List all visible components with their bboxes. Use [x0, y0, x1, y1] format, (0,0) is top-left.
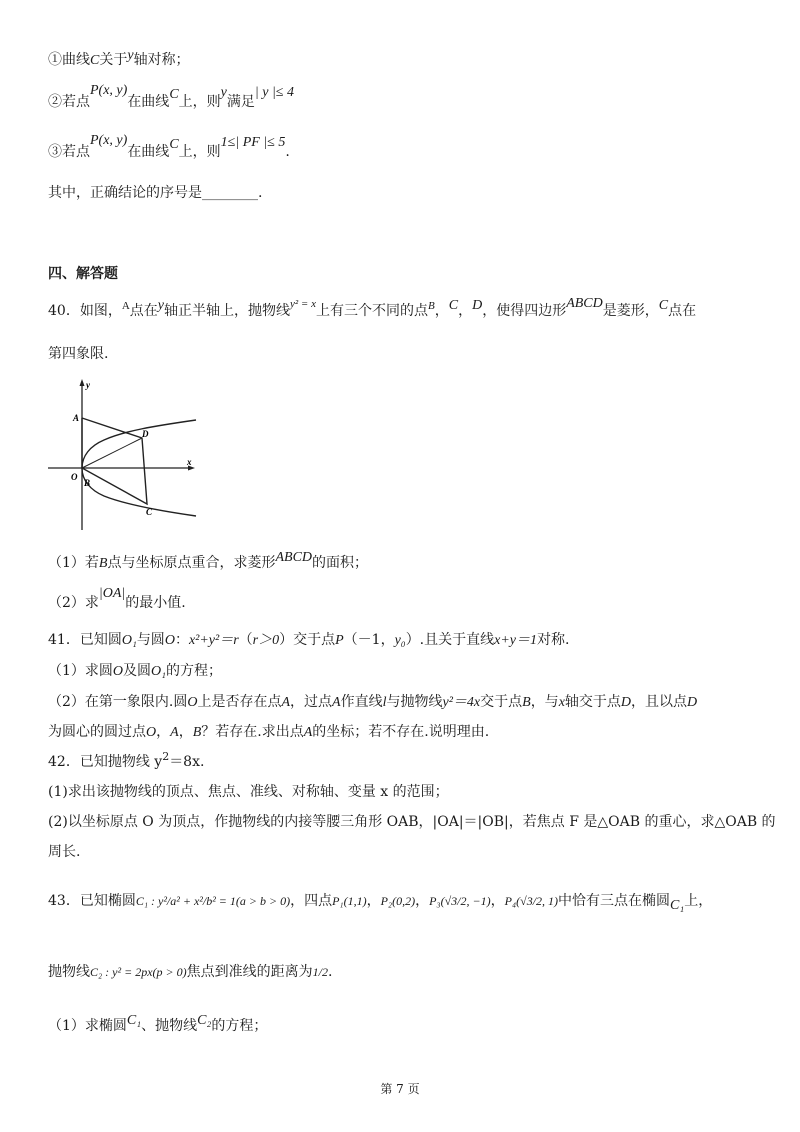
label-O: O [71, 472, 78, 482]
q43-part1: （1）求椭圆C₁、抛物线C₂的方程； [48, 1013, 268, 1034]
label-B: B [84, 478, 91, 488]
q40-stem-cont: 第四象限. [48, 346, 109, 362]
label-A: A [73, 413, 80, 423]
q40-figure [44, 376, 204, 536]
parabola-lower [82, 468, 196, 516]
q42-stem: 42．已知抛物线 $y^2=8x$. [48, 750, 205, 770]
y-axis-arrow [80, 379, 85, 386]
conclusion-prompt: 其中，正确结论的序号是________. [48, 185, 263, 201]
label-C: C [146, 507, 153, 517]
statement-1: ①曲线C关于y轴对称； [48, 48, 190, 68]
statement-2: ②若点P(x, y)在曲线C上，则y满足| y |≤ 4 [48, 83, 294, 110]
q42-part2: (2)以坐标原点 O 为顶点，作抛物线的内接等腰三角形 OAB，|OA|＝|OB|，若焦点 F 是△OAB 的重心，求△OAB 的 [48, 814, 776, 830]
q40-stem: 40．如图，$^A$点在y轴正半轴上，抛物线$^{y^2 = x}$上有三个不同的点$^B$，C，D，使得四边形ABCD是菱形，C点在 [48, 296, 697, 319]
parabola-upper [82, 420, 196, 468]
diagonal-bd [82, 438, 142, 468]
q43-stem: 43．已知椭圆C₁ : y²/a² + x²/b² = 1(a > b > 0)，四点P₁(1,1)，P₂(0,2)，P₃(√3/2, −1)，P₄(√3/2, 1)中恰有三点在椭圆C₁上， [48, 893, 713, 913]
q43-stem-cont: 抛物线C₂ : y² = 2px(p > 0)焦点到准线的距离为1/2. [48, 964, 333, 980]
q41-stem: 41．已知圆O₁与圆O：x²+y²＝r（r＞0）交于点P（－1，y₀）.且关于直线x+y＝1对称. [48, 632, 570, 648]
q42-part1: (1)求出该抛物线的顶点、焦点、准线、对称轴、变量 x 的范围； [48, 784, 449, 800]
page-number: 第 7 页 [380, 1082, 420, 1096]
q40-part2: （2）求|OA|的最小值. [48, 586, 186, 611]
section-heading: 四、解答题 [48, 266, 118, 282]
q41-part2-cont: 为圆心的圆过点O，A，B？若存在.求出点A的坐标；若不存在.说明理由. [48, 724, 490, 740]
label-D: D [142, 429, 149, 439]
label-y: y [86, 380, 90, 390]
q40-part1: （1）若B点与坐标原点重合，求菱形ABCD的面积； [48, 550, 369, 571]
q41-part2: （2）在第一象限内.圆O上是否存在点A，过点A作直线l与抛物线y²＝4x交于点B，与x轴交于点D，且以点D [48, 694, 698, 710]
rhombus [82, 418, 147, 504]
statement-3: ③若点P(x, y)在曲线C上，则1≤| PF |≤ 5. [48, 133, 290, 160]
label-x: x [187, 457, 192, 467]
q41-part1: （1）求圆O及圆O₁的方程； [48, 663, 223, 679]
q42-part2-cont: 周长. [48, 844, 81, 860]
